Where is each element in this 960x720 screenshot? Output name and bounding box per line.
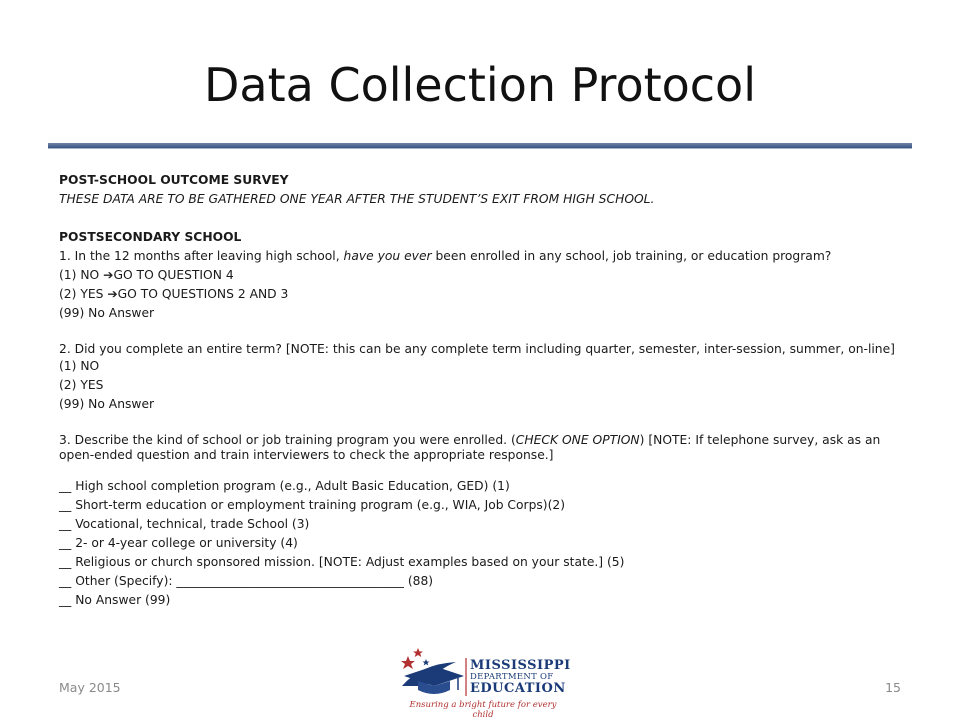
question-2: 2. Did you complete an entire term? [NOTE: this can be any complete term including quarter, semester, inter-session, summer, on-line] <box>59 342 895 356</box>
question-1-text-post: been enrolled in any school, job training, or education program? <box>431 249 832 263</box>
question-3-option: __ No Answer (99) <box>59 593 171 607</box>
question-1-no-answer: (99) No Answer <box>59 306 155 320</box>
question-3-option: __ 2- or 4-year college or university (4) <box>59 536 298 550</box>
question-2-option: (2) YES <box>59 378 104 392</box>
question-2-option: (99) No Answer <box>59 397 155 411</box>
question-2-option: (1) NO <box>59 359 100 373</box>
question-1-option <box>59 285 904 304</box>
logo-line-3: EDUCATION <box>470 681 566 696</box>
option-label: (1) NO <box>59 268 104 282</box>
slide-title: Data Collection Protocol <box>204 58 756 112</box>
question-3-option: __ Other (Specify): _____________________________________ (88) <box>59 574 434 588</box>
question-3-emphasis: CHECK ONE OPTION <box>515 433 640 447</box>
question-3-option: __ Short-term education or employment training program (e.g., WIA, Job Corps)(2) <box>59 498 566 512</box>
logo-line-1: MISSISSIPPI <box>470 658 571 673</box>
question-1 <box>59 247 904 266</box>
slide-body <box>59 171 904 610</box>
question-1-emphasis: have you ever <box>343 249 432 263</box>
question-3-text-post: ) [NOTE: If telephone survey, ask as an open-ended question and train interviewers to check the appropriate response.] <box>59 433 881 462</box>
footer-date: May 2015 <box>59 680 121 695</box>
logo-line-2: DEPARTMENT OF <box>470 672 554 682</box>
survey-note: THESE DATA ARE TO BE GATHERED ONE YEAR AFTER THE STUDENT’S EXIT FROM HIGH SCHOOL. <box>59 192 655 206</box>
option-goto: GO TO QUESTION 4 <box>113 268 234 282</box>
question-3-option: __ Vocational, technical, trade School (3) <box>59 517 310 531</box>
title-divider <box>48 143 912 149</box>
option-goto: GO TO QUESTIONS 2 AND 3 <box>117 287 289 301</box>
logo-tagline: Ensuring a bright future for every child <box>409 700 557 720</box>
question-1-option <box>59 266 904 285</box>
page-number: 15 <box>885 680 901 695</box>
question-3-option: __ High school completion program (e.g., Adult Basic Education, GED) (1) <box>59 479 510 493</box>
question-3 <box>59 433 904 463</box>
question-3-text-pre: 3. Describe the kind of school or job training program you were enrolled. ( <box>59 433 516 447</box>
arrow-right-icon: ➔ <box>103 268 114 282</box>
section-heading: POSTSECONDARY SCHOOL <box>59 230 242 244</box>
question-1-text-pre: 1. In the 12 months after leaving high school, <box>59 249 344 263</box>
arrow-right-icon: ➔ <box>107 287 118 301</box>
question-3-option: __ Religious or church sponsored mission. [NOTE: Adjust examples based on your state.] (5) <box>59 555 625 569</box>
logo-wordmark <box>470 659 571 695</box>
option-label: (2) YES <box>59 287 108 301</box>
survey-heading: POST-SCHOOL OUTCOME SURVEY <box>59 173 289 187</box>
